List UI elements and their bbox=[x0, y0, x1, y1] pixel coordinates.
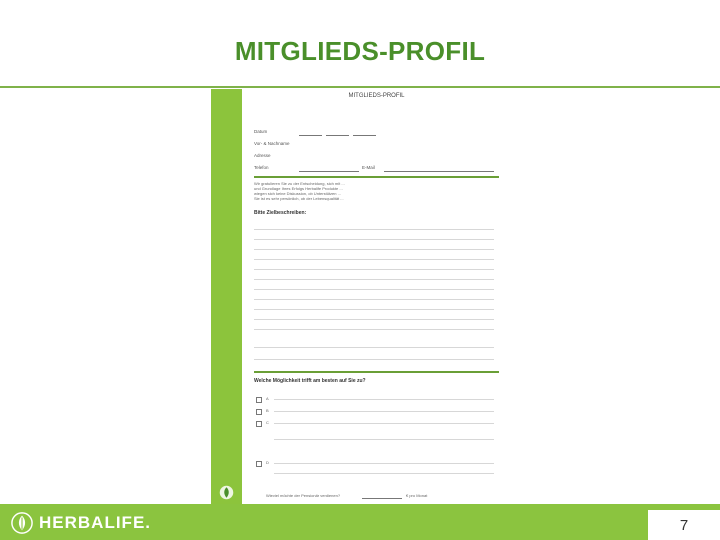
intro-line: und Grundlage Ihres Erfolgs Herbalife Produkte ... bbox=[254, 186, 343, 191]
datum-field-year bbox=[353, 135, 376, 136]
section1-heading: Bitte Zielbeschreiben: bbox=[254, 210, 307, 216]
document-image bbox=[211, 89, 510, 504]
page-number: 7 bbox=[648, 510, 720, 540]
option-c-checkbox bbox=[256, 421, 262, 427]
section2-heading: Welche Möglichkeit trifft am besten auf Sie zu? bbox=[254, 378, 366, 384]
option-a-line bbox=[274, 399, 494, 400]
datum-field-day bbox=[299, 135, 322, 136]
slide-title: MITGLIEDS-PROFIL bbox=[234, 36, 486, 66]
adresse-label: Adresse bbox=[254, 153, 271, 158]
option-b-label: B bbox=[266, 408, 269, 413]
name-label: Vor- & Nachname bbox=[254, 141, 290, 146]
herbalife-leaf-icon bbox=[219, 485, 234, 500]
section1-text-line bbox=[254, 239, 494, 240]
section1-text-line bbox=[254, 329, 494, 330]
title-divider bbox=[0, 86, 720, 88]
section1-text-line bbox=[254, 289, 494, 290]
datum-field-month bbox=[326, 135, 349, 136]
section1-text-line bbox=[254, 319, 494, 320]
section1-text-line bbox=[254, 309, 494, 310]
email-field bbox=[384, 171, 494, 172]
telefon-field bbox=[299, 171, 359, 172]
intro-line: wiegen sich keine Diskussion, ob Unterstützen ... bbox=[254, 191, 341, 196]
option-b-checkbox bbox=[256, 409, 262, 415]
section1-text-line bbox=[254, 229, 494, 230]
document-separator-1 bbox=[254, 176, 499, 178]
intro-paragraph bbox=[254, 181, 499, 201]
option-a-label: A bbox=[266, 396, 269, 401]
option-b-line bbox=[274, 411, 494, 412]
document-content bbox=[254, 89, 499, 504]
document-green-sidebar bbox=[211, 89, 242, 504]
section1-text-line bbox=[254, 359, 494, 360]
option-a-checkbox bbox=[256, 397, 262, 403]
section1-text-line bbox=[254, 347, 494, 348]
section1-text-line bbox=[254, 249, 494, 250]
document-separator-2 bbox=[254, 371, 499, 373]
earnings-label: Wieviel möchte der Pensionär verdienen? bbox=[266, 493, 341, 498]
option-d-line bbox=[274, 473, 494, 474]
datum-label: Datum bbox=[254, 129, 268, 134]
telefon-label: Telefon bbox=[254, 165, 269, 170]
intro-line: Sie ist es sehr persönlich, ob der Lebensqualität ... bbox=[254, 196, 344, 201]
earnings-field bbox=[362, 498, 402, 499]
herbalife-logo bbox=[11, 510, 151, 536]
herbalife-leaf-logo-icon bbox=[11, 512, 33, 534]
intro-line: Wir gratulieren Sie zu der Entscheidung, sich mit ... bbox=[254, 181, 345, 186]
email-label: E-Mail bbox=[362, 165, 375, 170]
option-d-checkbox bbox=[256, 461, 262, 467]
option-d-line bbox=[274, 463, 494, 464]
option-c-line bbox=[274, 423, 494, 424]
section1-text-line bbox=[254, 299, 494, 300]
section1-text-line bbox=[254, 279, 494, 280]
option-c-extra-line bbox=[274, 439, 494, 440]
option-c-label: C bbox=[266, 420, 269, 425]
document-title: MITGLIEDS-PROFIL bbox=[348, 93, 405, 99]
earnings-unit: € pro Monat bbox=[406, 493, 428, 498]
herbalife-logo-text: HERBALIFE. bbox=[39, 513, 151, 532]
section1-text-line bbox=[254, 269, 494, 270]
section1-text-line bbox=[254, 259, 494, 260]
option-d-label: D bbox=[266, 460, 269, 465]
